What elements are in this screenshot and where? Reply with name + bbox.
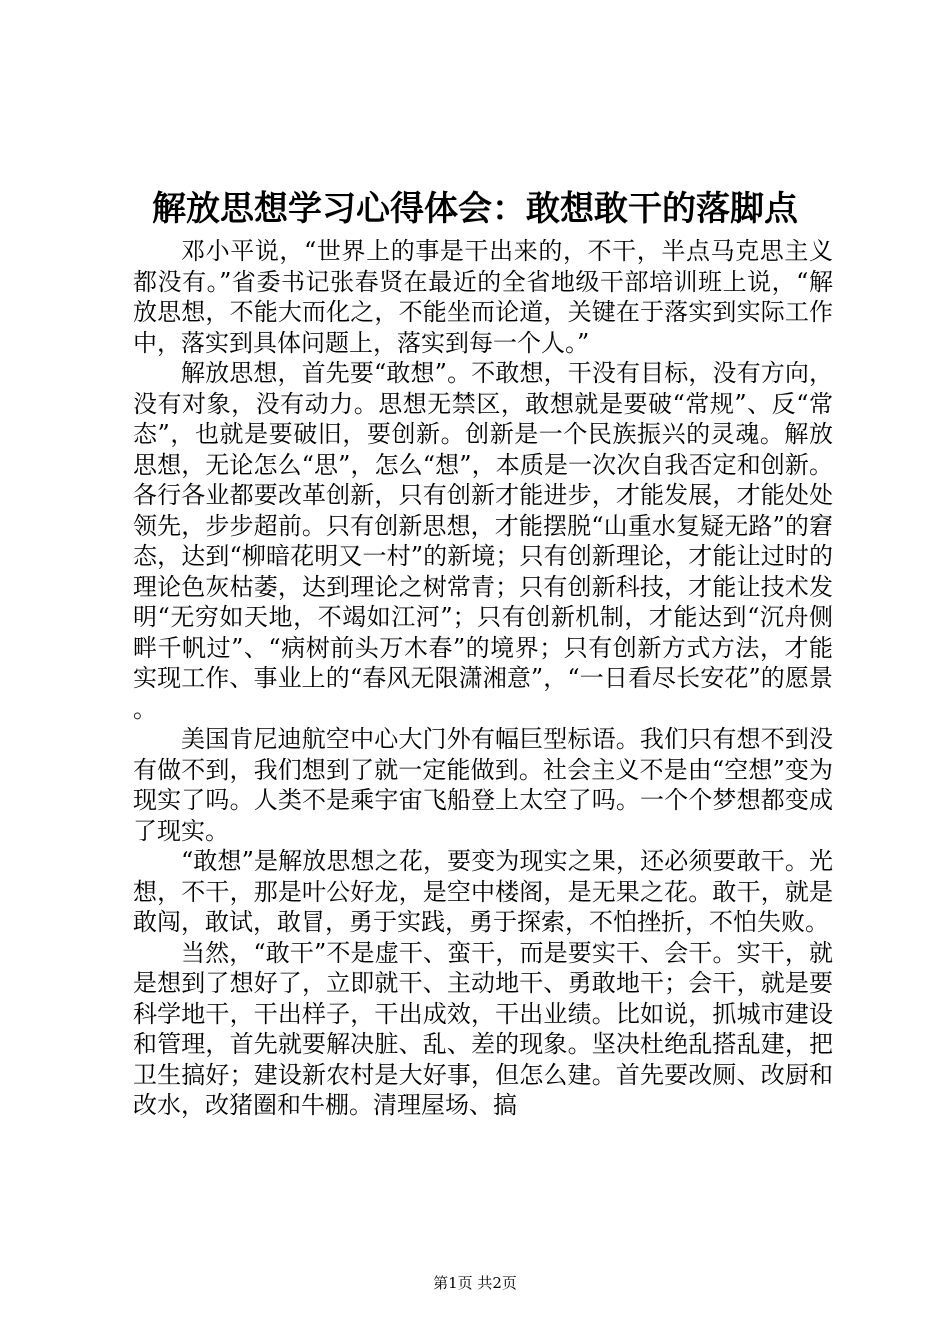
paragraph-4: “敢想”是解放思想之花，要变为现实之果，还必须要敢干。光想，不干，那是叶公好龙，是空中楼阁，是无果之花。敢干，就是敢闯，敢试，敢冒，勇于实践，勇于探索，不怕挫折，不怕失败。 [133,847,833,936]
paragraph-1: 邓小平说，“世界上的事是干出来的，不干，半点马克思主义都没有。”省委书记张春贤在最近的全省地级干部培训班上说，“解放思想，不能大而化之，不能坐而论道，关键在于落实到实际工作中，落实到具体问题上，落实到每一个人。” [133,237,833,357]
paragraph-2: 解放思想，首先要“敢想”。不敢想，干没有目标，没有方向，没有对象，没有动力。思想无禁区，敢想就是要破“常规”、反“常态”，也就是要破旧，要创新。创新是一个民族振兴的灵魂。解放思想，无论怎么“思”，怎么“想”，本质是一次次自我否定和创新。各行各业都要改革创新，只有创新才能进步，才能发展，才能处处领先，步步超前。只有创新思想，才能摆脱“山重水复疑无路”的窘态，达到“柳暗花明又一村”的新境；只有创新理论，才能让过时的理论色灰枯萎，达到理论之树常青；只有创新科技，才能让技术发明“无穷如天地，不竭如江河”；只有创新机制，才能达到“沉舟侧畔千帆过”、“病树前头万木春”的境界；只有创新方式方法，才能实现工作、事业上的“春风无限潇湘意”，“一日看尽长安花”的愿景。 [133,359,833,723]
document-title: 解放思想学习心得体会：敢想敢干的落脚点 [152,189,798,229]
paragraph-3: 美国肯尼迪航空中心大门外有幅巨型标语。我们只有想不到没有做不到，我们想到了就一定能做到。社会主义不是由“空想”变为现实了吗。人类不是乘宇宙飞船登上太空了吗。一个个梦想都变成了现实。 [133,725,833,845]
paragraph-5: 当然，“敢干”不是虚干、蛮干，而是要实干、会干。实干，就是想到了想好了，立即就干、主动地干、勇敢地干；会干，就是要科学地干，干出样子，干出成效，干出业绩。比如说，抓城市建设和管理，首先就要解决脏、乱、差的现象。坚决杜绝乱搭乱建，把卫生搞好；建设新农村是大好事，但怎么建。首先要改厕、改厨和改水，改猪圈和牛棚。清理屋场、搞 [133,938,833,1119]
page-number-footer: 第1页 共2页 [433,1274,517,1292]
document-body [133,236,833,1121]
